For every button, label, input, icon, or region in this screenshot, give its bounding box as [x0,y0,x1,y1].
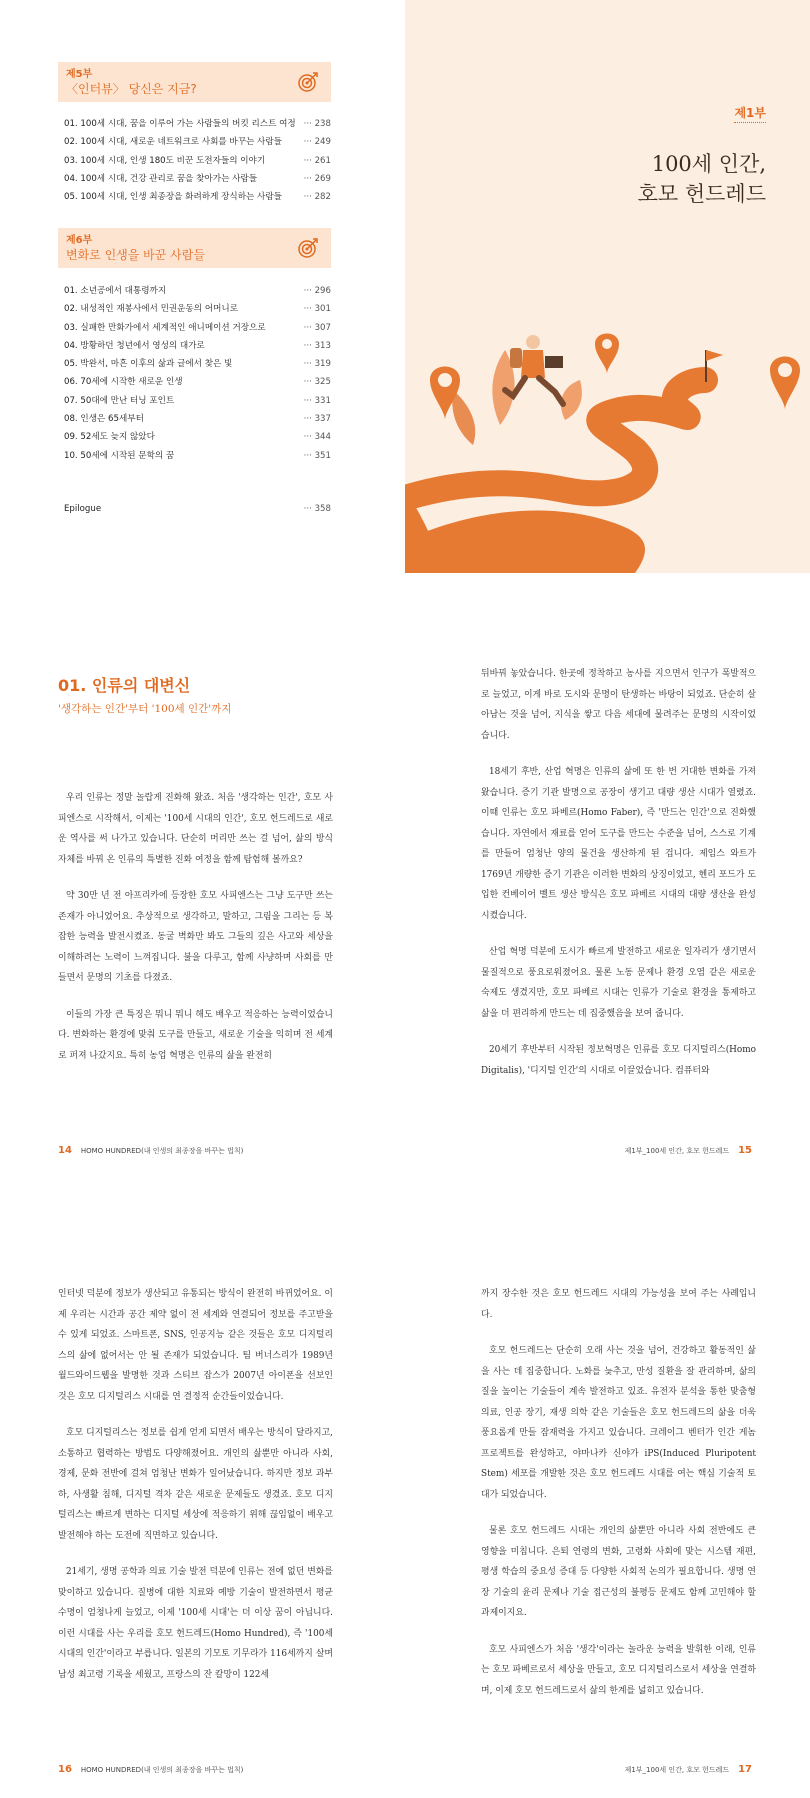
cover-divider [734,122,766,123]
running-title: 제1부_100세 인간, 호모 헌드레드 [624,1147,730,1155]
part-cover [405,0,810,573]
paragraph: 호모 디지털리스는 정보를 쉽게 얻게 되면서 배우는 방식이 달라지고, 소통하고 협력하는 방법도 다양해졌어요. 개인의 삶뿐만 아니라 사회, 경제, 문화 전반에 걸쳐 엄청난 변화가 일어났습니다. 하지만 정보 과부하, 사생활 침해, 디지털 격차 같은 새로운 문제들도 생겼죠. 호모 디지털리스는 빠르게 변하는 디지털 세상에 적응하기 위해 끊임없이 배우고 발전해야 하는 도전에 직면하고 있습니다. [58,1428,333,1541]
toc-item[interactable]: 05. 박완서, 마흔 이후의 삶과 글에서 찾은 빛 ··· 319 [64,359,331,370]
toc-item[interactable]: 03. 100세 시대, 인생 180도 비꾼 도전자들의 이야기 ··· 261 [64,155,331,166]
toc-section-6-list [64,282,331,465]
running-title: HOMO HUNDRED(내 인생의 최종장을 바꾸는 법칙) [80,1766,244,1774]
map-pin-icon [595,334,619,375]
running-title: HOMO HUNDRED(내 인생의 최종장을 바꾸는 법칙) [80,1147,244,1155]
page-number: 17 [738,1764,752,1775]
toc-section-6-header [58,228,331,268]
paragraph: 약 30만 년 전 아프리카에 등장한 호모 사피엔스는 그냥 도구만 쓰는 존재가 아니었어요. 추상적으로 생각하고, 말하고, 그림을 그리는 등 복잡한 능력을 발전시켰죠. 동굴 벽화만 봐도 그들의 깊은 사고와 세상을 이해하려는 노력이 느껴집니다. 불을 다루고, 함께 사냥하며 사회를 만들면서 문명의 기초를 다졌죠. [58,891,333,983]
paragraph: 이들의 가장 큰 특징은 뭐니 뭐니 해도 배우고 적응하는 능력이었습니다. 변화하는 환경에 맞춰 도구를 만들고, 새로운 기술을 익히며 전 세계로 퍼져 나갔지요. 특히 농업 혁명은 인류의 삶을 완전히 [58,1009,333,1061]
toc-item[interactable]: 01. 100세 시대, 꿈을 이루어 가는 사람들의 버킷 리스트 여정 ··· 238 [64,119,331,129]
toc-section-title: 변화로 인생을 바꾼 사람들 [66,248,205,262]
toc-item[interactable]: 10. 50세에 시작된 문학의 꿈 ··· 351 [64,450,331,461]
paragraph: 18세기 후반, 산업 혁명은 인류의 삶에 또 한 번 거대한 변화를 가져왔습니다. 증기 기관 발명으로 공장이 생기고 대량 생산 시대가 열렸죠. 이때 인류는 호모 파베르(Homo Faber), 즉 '만드는 인간'으로 진화했습니다. 자연에서 재료를 얻어 도구를 만드는 수준을 넘어, 스스로 기계를 만들어 엄청난 양의 물건을 생산하게 된 겁니다. 제임스 와트가 1769년 개량한 증기 기관은 이러한 변화의 상징이었고, 헨리 포드가 도입한 컨베이어 벨트 생산 방식은 호모 파베르 시대의 대량 생산을 완성시켰습니다. [481,767,756,921]
cover-part-label: 제1부 [734,106,766,120]
toc-item[interactable]: 04. 100세 시대, 건강 관리로 꿈을 찾아가는 사람들 ··· 269 [64,173,331,184]
toc-item-epilogue[interactable]: Epilogue ··· 358 [64,504,331,514]
toc-section-title: 〈인터뷰〉 당신은 지금? [66,82,197,96]
page-number: 16 [58,1764,72,1775]
toc-section-part: 제5부 [66,69,93,80]
paragraph: 호모 사피엔스가 처음 '생각'이라는 놀라운 능력을 발휘한 이래, 인류는 호모 파베르로서 세상을 만들고, 호모 디지털리스로서 세상을 연결하며, 이제 호모 헌드레드로서 삶의 한계를 넓히고 있습니다. [481,1644,756,1696]
toc-item[interactable]: 03. 실패한 만화가에서 세계적인 애니메이션 거장으로 ··· 307 [64,322,331,333]
paragraph: 인터넷 덕분에 정보가 생산되고 유통되는 방식이 완전히 바뀌었어요. 이제 우리는 시간과 공간 제약 없이 전 세계와 연결되어 정보를 주고받을 수 있게 되었죠. 스마트폰, SNS, 인공지능 같은 것들은 호모 디지털리스의 삶에 없어서는 안 될 존재가 되었습니다. 팀 버너스리가 1989년 월드와이드웹을 발명한 것과 스티브 잡스가 2007년 아이폰을 선보인 것은 호모 디지털리스 시대를 연 결정적 순간들이었습니다. [58,1289,333,1402]
cover-title-line2: 호모 헌드레드 [637,182,766,206]
toc-item[interactable]: 07. 50대에 만난 터닝 포인트 ··· 331 [64,395,331,406]
paragraph: 20세기 후반부터 시작된 정보혁명은 인류를 호모 디지털리스(Homo Digitalis), '디지털 인간'의 시대로 이끌었습니다. 컴퓨터와 [481,1045,756,1076]
toc-item[interactable]: 01. 소년공에서 대통령까지 ··· 296 [64,286,331,296]
cover-title-line1: 100세 인간, [651,152,766,176]
paragraph: 21세기, 생명 공학과 의료 기술 발전 덕분에 인류는 전에 없던 변화를 맞이하고 있습니다. 질병에 대한 치료와 예방 기술이 발전하면서 평균 수명이 엄청나게 늘었고, 이제 '100세 시대'는 더 이상 꿈이 아닙니다. 이런 시대를 사는 우리를 호모 헌드레드(Homo Hundred), 즉 '100세 시대의 인간'이라고 부릅니다. 일본의 기모토 기무라가 116세까지 살며 남성 최고령 기록을 세웠고, 프랑스의 잔 칼망이 122세 [58,1567,333,1680]
chapter-subtitle: '생각하는 인간'부터 '100세 인간'까지 [58,703,232,715]
paragraph: 까지 장수한 것은 호모 헌드레드 시대의 가능성을 보여 주는 사례입니다. [481,1289,756,1320]
target-icon [297,237,319,259]
page-footer [625,1764,752,1775]
map-pin-icon [770,357,800,411]
paragraph: 산업 혁명 덕분에 도시가 빠르게 발전하고 새로운 일자리가 생기면서 물질적으로 풍요로워졌어요. 물론 노동 문제나 환경 오염 같은 새로운 숙제도 생겼지만, 호모 파베르 시대는 인류가 기술로 환경을 통제하고 삶을 더 편리하게 만드는 데 집중했음을 보여 줍니다. [481,947,756,1019]
toc-item[interactable]: 02. 100세 시대, 새로운 네트워크로 사회를 바꾸는 사람들 ··· 249 [64,137,331,148]
toc-item[interactable]: 02. 내성적인 재봉사에서 민권운동의 어머니로 ··· 301 [64,304,331,315]
body-text-column [58,788,333,1082]
page-number: 14 [58,1145,72,1156]
toc-item[interactable]: 04. 방황하던 청년에서 영성의 대가로 ··· 313 [64,340,331,351]
page-footer [58,1764,243,1775]
page-footer [625,1145,752,1156]
body-text-column [58,1284,333,1701]
winding-road-illustration [405,330,810,573]
paragraph: 뒤바꿔 놓았습니다. 한곳에 정착하고 농사를 지으면서 인구가 폭발적으로 늘었고, 이게 바로 도시와 문명이 탄생하는 바탕이 되었죠. 단순히 살아남는 것을 넘어, 지식을 쌓고 다음 세대에 물려주는 문명의 시작이었습니다. [481,669,756,741]
body-text-column [481,1284,756,1717]
body-text-column [481,664,756,1097]
chapter-title: 01. 인류의 대변신 [58,676,191,695]
toc-epilogue [64,500,331,518]
toc-item[interactable]: 05. 100세 시대, 인생 최종장을 화려하게 장식하는 사람들 ··· 282 [64,192,331,203]
runner-figure [505,335,563,404]
target-icon [297,71,319,93]
toc-section-5-list [64,115,331,206]
toc-item[interactable]: 09. 52세도 늦지 않았다 ··· 344 [64,432,331,443]
page-number: 15 [738,1145,752,1156]
page-footer [58,1145,243,1156]
running-title: 제1부_100세 인간, 호모 헌드레드 [624,1766,730,1774]
paragraph: 물론 호모 헌드레드 시대는 개인의 삶뿐만 아니라 사회 전반에도 큰 영향을 미칩니다. 은퇴 연령의 변화, 고령화 사회에 맞는 시스템 재편, 평생 학습의 중요성 증대 등 다양한 사회적 논의가 필요합니다. 생명 연장 기술의 윤리 문제나 기술 접근성의 불평등 문제도 함께 고민해야 할 과제이지요. [481,1526,756,1618]
toc-item[interactable]: 06. 70세에 시작한 새로운 인생 ··· 325 [64,377,331,388]
toc-item[interactable]: 08. 인생은 65세부터 ··· 337 [64,414,331,425]
toc-section-part: 제6부 [66,235,93,246]
paragraph: 호모 헌드레드는 단순히 오래 사는 것을 넘어, 건강하고 활동적인 삶을 사는 데 집중합니다. 노화를 늦추고, 만성 질환을 잘 관리하며, 삶의 질을 높이는 기술들이 계속 발전하고 있죠. 유전자 분석을 통한 맞춤형 의료, 인공 장기, 재생 의학 같은 기술들은 호모 헌드레드의 삶을 더욱 풍요롭게 만들 잠재력을 가지고 있습니다. 크레이그 벤터가 인간 게놈 프로젝트를 완성하고, 야마나카 신야가 iPS(Induced Pluripotent Stem) 세포를 개발한 것은 호모 헌드레드 시대를 여는 핵심 기술적 토대가 되었습니다. [481,1346,756,1500]
paragraph: 우리 인류는 정말 놀랍게 진화해 왔죠. 처음 '생각하는 인간', 호모 사피엔스로 시작해서, 이제는 '100세 시대의 인간', 호모 헌드레드로 새로운 역사를 써 나가고 있습니다. 단순히 머리만 쓰는 걸 넘어, 삶의 방식 자체를 바꿔 온 인류의 특별한 진화 여정을 함께 탐험해 볼까요? [58,793,333,865]
toc-section-5-header [58,62,331,102]
